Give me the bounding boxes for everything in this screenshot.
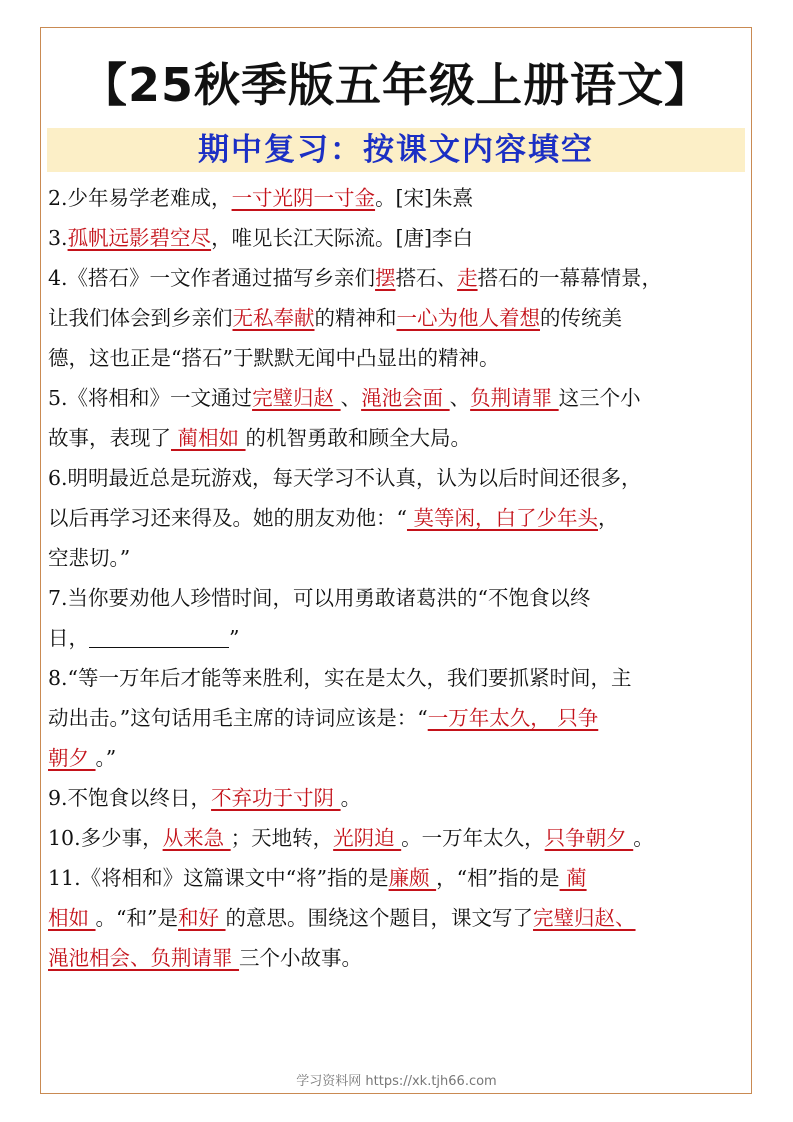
- question-text: 。: [633, 826, 654, 850]
- answer-text: 负荆请罪: [470, 386, 559, 410]
- question-text: 三个小故事。: [239, 946, 363, 970]
- question-text: 让我们体会到乡亲们: [48, 306, 233, 330]
- question-text: 以后再学习还来得及。她的朋友劝他：“: [48, 506, 407, 530]
- answer-text: 朝夕: [48, 746, 96, 770]
- question-text: 日，: [48, 626, 89, 650]
- question-text: 搭石、: [395, 266, 458, 290]
- question-text: 4.《搭石》一文作者通过描写乡亲们: [48, 266, 376, 290]
- answer-text: 渑池相会、负荆请罪: [48, 946, 240, 970]
- section-subtitle: 期中复习：按课文内容填空: [47, 128, 745, 172]
- question-line: [48, 698, 752, 738]
- answer-text: 一万年太久， 只争: [427, 706, 599, 730]
- answer-text: 光阴迫: [333, 826, 402, 850]
- page-title: 【25秋季版五年级上册语文】: [80, 58, 711, 112]
- question-item: [48, 778, 752, 818]
- answer-text: 无私奉献: [232, 306, 315, 330]
- question-text: 5.《将相和》一文通过: [48, 386, 253, 410]
- question-line: [48, 458, 752, 498]
- answer-text: 和好: [178, 906, 226, 930]
- question-text: 空悲切。”: [48, 546, 131, 570]
- question-text: 的意思。围绕这个题目，课文写了: [225, 906, 534, 930]
- question-item: [48, 818, 752, 858]
- question-text: 9.不饱食以终日，: [48, 786, 212, 810]
- question-line: [48, 538, 752, 578]
- question-line: [48, 578, 752, 618]
- question-text: 3.: [48, 226, 68, 250]
- question-line: [48, 498, 752, 538]
- answer-text: 只争朝夕: [544, 826, 634, 850]
- question-text: 8.“等一万年后才能等来胜利，实在是太久，我们要抓紧时间，主: [48, 666, 632, 690]
- question-line: [48, 898, 752, 938]
- question-text: 、: [449, 386, 471, 410]
- answer-text: 一寸光阴一寸金: [231, 186, 376, 210]
- question-item: [48, 658, 752, 778]
- question-line: [48, 658, 752, 698]
- question-line: [48, 858, 752, 898]
- question-text: 。: [340, 786, 362, 810]
- question-text: ；天地转，: [230, 826, 334, 850]
- question-item: [48, 178, 752, 218]
- answer-text: 一心为他人着想: [396, 306, 540, 330]
- question-item: [48, 858, 752, 978]
- question-text: 德，这也正是“搭石”于默默无闻中凸显出的精神。: [48, 346, 500, 370]
- question-text: ，“相”指的是: [436, 866, 560, 890]
- question-text: 。[宋]朱熹: [375, 186, 474, 210]
- question-line: [48, 778, 752, 818]
- footer-watermark: 学习资料网 https://xk.tjh66.com: [296, 1074, 497, 1089]
- question-line: [48, 338, 752, 378]
- fill-in-list: [48, 178, 752, 978]
- question-line: [48, 738, 752, 778]
- question-line: [48, 618, 752, 658]
- answer-text: 相如: [48, 906, 96, 930]
- question-text: 6.明明最近总是玩游戏，每天学习不认真，认为以后时间还很多，: [48, 466, 642, 490]
- question-text: 故事，表现了: [48, 426, 171, 450]
- answer-text: 完璧归赵: [252, 386, 341, 410]
- question-text: 。”: [95, 746, 117, 770]
- question-line: [48, 818, 752, 858]
- answer-text: 从来急: [162, 826, 231, 850]
- question-item: [48, 218, 752, 258]
- answer-text: 不弃功于寸阴: [211, 786, 341, 810]
- answer-text: 蔺相如: [171, 426, 246, 450]
- question-text: 10.多少事，: [48, 826, 163, 850]
- question-text: ，唯见长江天际流。[唐]李白: [211, 226, 474, 250]
- question-line: [48, 378, 752, 418]
- question-text: 搭石的一幕幕情景，: [477, 266, 663, 290]
- question-text: 7.当你要劝他人珍惜时间，可以用勇敢诸葛洪的“不饱食以终: [48, 586, 591, 610]
- question-line: [48, 418, 752, 458]
- question-text: 。“和”是: [95, 906, 178, 930]
- question-item: [48, 378, 752, 458]
- question-line: [48, 938, 752, 978]
- question-text: 2.少年易学老难成，: [48, 186, 232, 210]
- question-line: [48, 218, 752, 258]
- question-line: [48, 178, 752, 218]
- question-text: 的传统美: [540, 306, 622, 330]
- question-item: [48, 578, 752, 658]
- answer-blank: [89, 623, 229, 648]
- answer-text: 孤帆远影碧空尽: [67, 226, 212, 250]
- question-text: 、: [340, 386, 362, 410]
- question-text: 的机智勇敢和顾全大局。: [245, 426, 472, 450]
- question-text: 动出击。”这句话用毛主席的诗词应该是：“: [48, 706, 428, 730]
- answer-text: 莫等闲，白了少年头: [406, 506, 599, 530]
- question-line: [48, 258, 752, 298]
- answer-text: 走: [457, 266, 478, 290]
- question-text: ，: [598, 506, 619, 530]
- answer-text: 完璧归赵、: [533, 906, 636, 930]
- question-text: 这三个小: [558, 386, 641, 410]
- question-text: 的精神和: [314, 306, 397, 330]
- question-item: [48, 258, 752, 378]
- question-text: 。一万年太久，: [401, 826, 545, 850]
- question-line: [48, 298, 752, 338]
- answer-text: 渑池会面: [361, 386, 450, 410]
- question-item: [48, 458, 752, 578]
- answer-text: 摆: [375, 266, 396, 290]
- question-text: ”: [229, 626, 240, 650]
- answer-text: 蔺: [559, 866, 587, 890]
- answer-text: 廉颇: [388, 866, 437, 890]
- question-text: 11.《将相和》这篇课文中“将”指的是: [48, 866, 389, 890]
